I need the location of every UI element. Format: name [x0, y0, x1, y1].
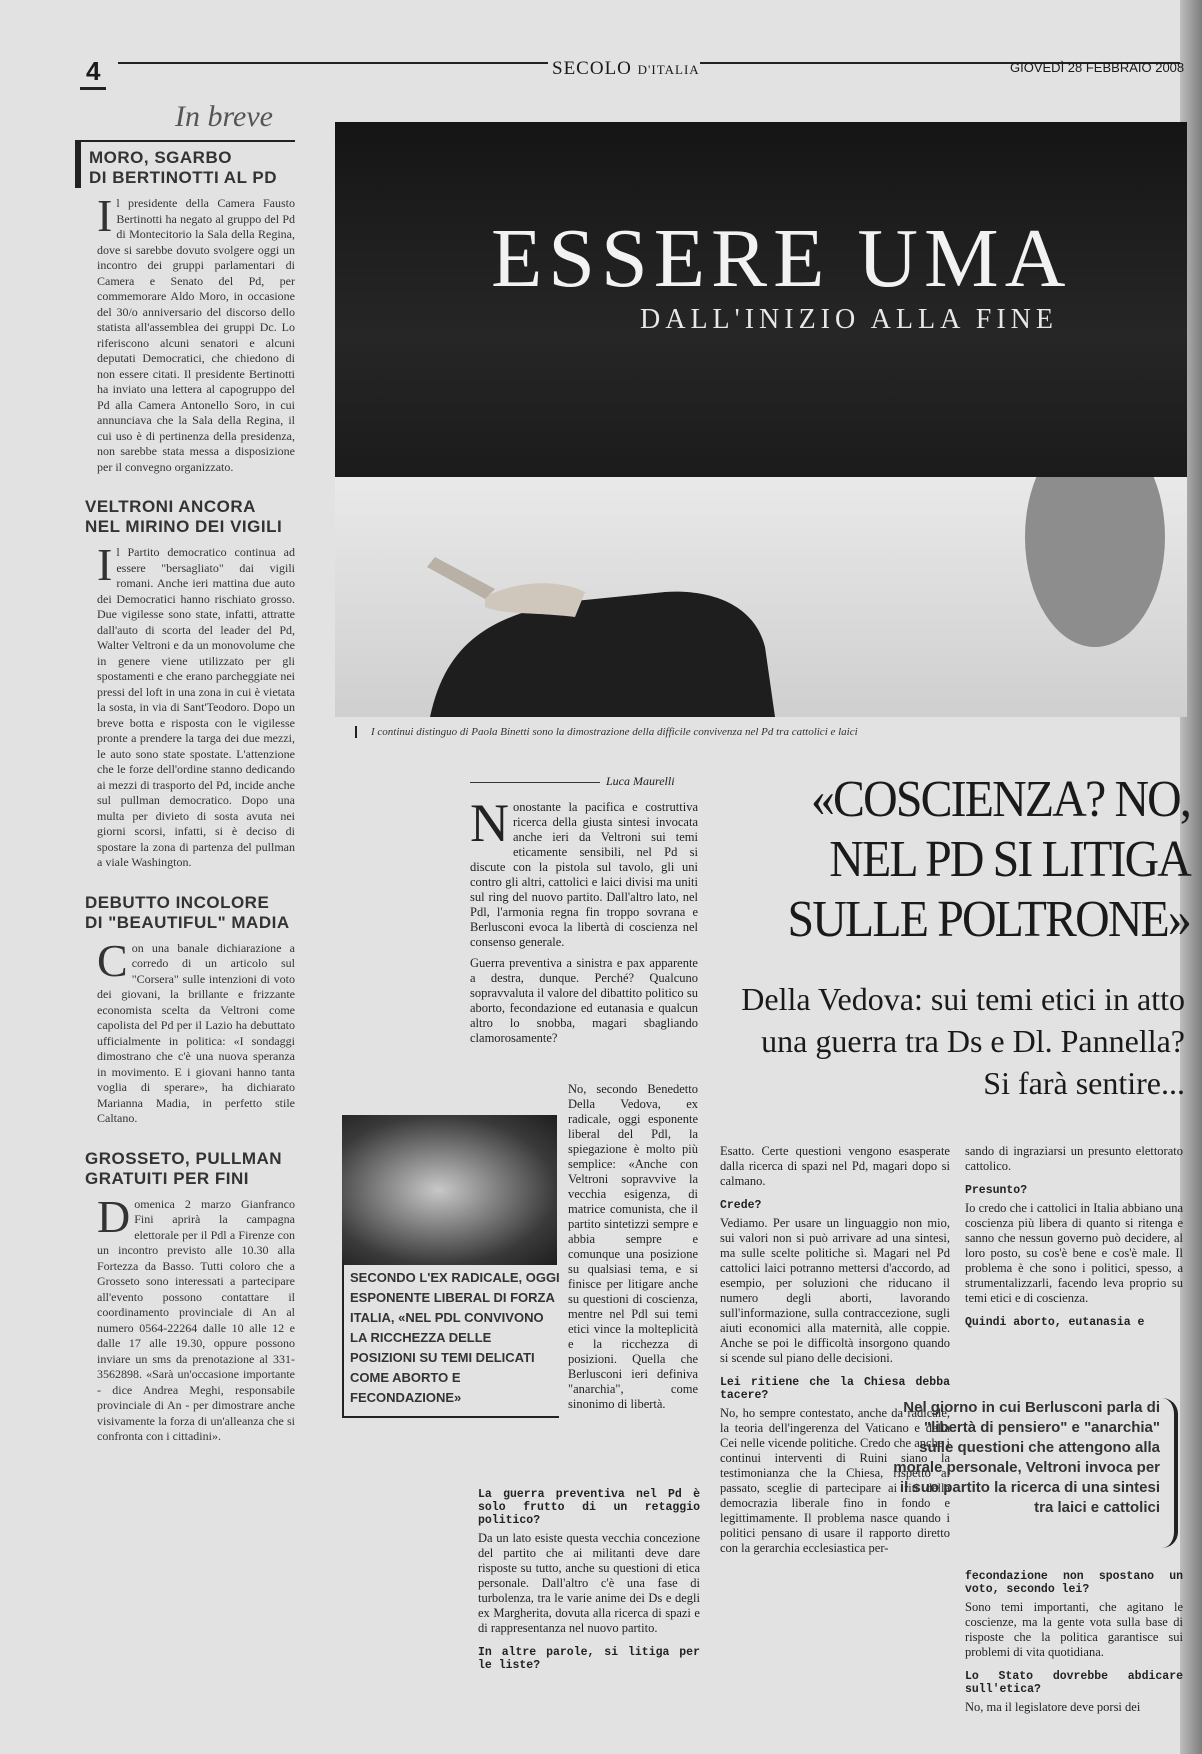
- article-column-1-bottom: [478, 1478, 700, 1676]
- brief-body: Con una banale dichiarazione a corredo di un articolo sul "Corsera" sulle intenzioni di voto dei giovani, la brillante e frizzante economista scelta da Veltroni come capolista del Pd per il Lazio ha debuttato ufficialmente in politica: «I sondaggi dimostrano che c'è una nuova speranza in movimento. E i giovani hanno tanta voglia di sperare», ha dichiarato Marianna Madia, in perfetto stile Caltano.: [97, 934, 295, 1125]
- interview-answer: sando di ingraziarsi un presunto elettorato cattolico.: [965, 1144, 1183, 1173]
- article-paragraph: Guerra preventiva a sinistra e pax apparente a destra, dunque. Perché? Qualcuno sopravvaluta il valore del dibattito politico su aborto, fecondazione ed eutanasia e qualcun altro lo snobba, magari sbagliando clamorosamente?: [470, 956, 698, 1045]
- headline: «COSCIENZA? NO, NEL PD SI LITIGA SULLE POLTRONE»: [787, 771, 1190, 948]
- brief-body: Il presidente della Camera Fausto Bertinotti ha negato al gruppo del Pd di Montecitorio la Sala della Regina, dove si sarebbe dovuto svolgere oggi un incontro dei gruppi parlamentari di Camera e Senato del Pd, per commemorare Aldo Moro, in occasione del 30/o anniversario del discorso dello statista all'assemblea dei gruppi Dc. Lo riferiscono alcuni senatori e alcuni deputati Democratici, che chiedono di non essere citati. Il presidente Bertinotti ha inviato una lettera al capogruppo del Pd alla Camera Antonello Soro, in cui annunciava che la Sala della Regina, il cui uso è di pertinenza della presidenza, non sarebbe stata messa a disposizione per il convegno organizzato.: [97, 190, 295, 474]
- paper-name-suffix: D'ITALIA: [637, 62, 700, 77]
- brief-title: VELTRONI ANCORA NEL MIRINO DEI VIGILI: [85, 497, 283, 536]
- interview-answer: No, ma il legislatore deve porsi dei: [965, 1700, 1141, 1714]
- article-column-1: [470, 793, 698, 1052]
- photo-banner-line-1: ESSERE UMA: [491, 212, 1072, 305]
- brief-item: [75, 140, 295, 475]
- interview-answer: Da un lato esiste questa vecchia concezione del partito che ai militanti deve dare risposte su tutto, anche su questioni di etica personale. Dall'altro c'è una fase di turbolenza, tra le varie anime dei Ds e degli ex Margherita, dovuta alla ricerca di spazi e di rappresentanza nel nuovo partito.: [478, 1531, 700, 1635]
- paper-name: SECOLO: [552, 58, 632, 79]
- byline: Luca Maurelli: [470, 774, 675, 789]
- brief-item: [75, 1149, 295, 1445]
- main-photo: [335, 122, 1187, 717]
- article-column-3: [965, 1144, 1183, 1333]
- pull-quote: Nel giorno in cui Berlusconi parla di "libertà di pensiero" e "anarchia" sulle questioni che attengono alla morale personale, Veltroni invoca per il suo partito la ricerca di una sintesi tra laici e cattolici: [890, 1398, 1178, 1518]
- brief-title: MORO, SGARBO DI BERTINOTTI AL PD: [75, 140, 295, 188]
- interview-question: Crede?: [720, 1199, 762, 1212]
- interview-answer: Vediamo. Per usare un linguaggio non mio, sui valori non si può arrivare ad una sintesi, ma sulle scelte politiche sì. Magari nel Pd cattolici laici potranno mettersi d'accordo, ad esempio, per soluzioni che riducano il numero degli aborti, lavorando sull'informazione, sulla contraccezione, sugli aiuti economici alla maternità, alle coppie. Anche se poi le difficoltà insorgono quando si scende sul piano delle decisioni.: [720, 1216, 950, 1365]
- masthead-rule-left: [118, 62, 548, 64]
- article-column-3-bottom: [965, 1560, 1183, 1721]
- subhead: Della Vedova: sui temi etici in atto una guerra tra Ds e Dl. Pannella? Si farà sentire...: [741, 981, 1185, 1101]
- inset-portrait-photo: [342, 1115, 557, 1265]
- photo-lower-area: [335, 477, 1187, 717]
- briefs-section-label: In breve: [175, 100, 273, 133]
- interview-question: fecondazione non spostano un voto, secondo lei?: [965, 1570, 1183, 1596]
- page-number: 4: [80, 56, 106, 90]
- brief-title: GROSSETO, PULLMAN GRATUITI PER FINI: [85, 1148, 283, 1188]
- masthead-title: [552, 58, 700, 80]
- interview-answer: Io credo che i cattolici in Italia abbiano una coscienza più libera di quanto si ritenga e sanno che nessun governo può decidere, al loro posto, su cos'è bene e cos'è male. Il problema è che sono i politici, spesso, a strumentalizzarli, facendo leva proprio su temi etici e di coscienza.: [965, 1201, 1183, 1305]
- interview-question: Quindi aborto, eutanasia e: [965, 1316, 1145, 1329]
- brief-item: [75, 497, 295, 871]
- photo-banner-line-2: DALL'INIZIO ALLA FINE: [640, 304, 1058, 335]
- brief-item: [75, 893, 295, 1127]
- article-lead: Nonostante la pacifica e costruttiva ricerca della giusta sintesi invocata anche ieri da Veltroni sui temi eticamente sensibili, nel Pd si discute con la pistola sul tavolo, gli uni contro gli altri, cattolici e laici divisi ma uniti sul ring del nuovo partito. Dall'altro lato, nel Pdl, l'armonia regna fin troppo sovrana e Berlusconi evoca la libertà di coscienza nel consenso generale.: [470, 793, 698, 949]
- interview-question: In altre parole, si litiga per le liste?: [478, 1646, 700, 1672]
- brief-body: Domenica 2 marzo Gianfranco Fini aprirà la campagna elettorale per il Pdl a Firenze con un incontro previsto alle 10.30 alla Fortezza da Basso. Tutti coloro che a Grosseto sono interessati a partecipare all'evento possono contattare il coordinamento provinciale di An al numero 0564-22264 dalle 10 alle 12 e dalle 17 alle 19.30, oppure possono inviare un sms da prenotazione al 331-3562898. «Sarà un'occasione importante - dice Andrea Meghi, responsabile provinciale di An - per dimostrare anche visivamente la forza di un'alleanza che si confronta con i cittadini».: [97, 1190, 295, 1443]
- article-paragraph: No, secondo Benedetto Della Vedova, ex radicale, oggi esponente liberal del Pdl, la spiegazione è molto più semplice: «Anche con Veltroni sopravvive la vecchia esigenza, di matrice comunista, che il partito sintetizzi sempre e abbia sempre e comunque una posizione su qualsiasi tema, e si finisce per litigare anche su questioni di coscienza, mentre nel Pdl sui temi etici vince la molteplicità e la ricchezza di posizioni. Quella che Berlusconi ieri definiva "anarchia", come sinonimo di libertà.: [568, 1082, 698, 1411]
- interview-answer: Esatto. Certe questioni vengono esasperate dalla ricerca di spazi nel Pd, magari dopo si calmano.: [720, 1144, 950, 1188]
- lead-drop-cap: N: [470, 793, 509, 853]
- masthead-date: GIOVEDÌ 28 FEBBRAIO 2008: [1010, 60, 1185, 75]
- interview-answer: No, ho sempre contestato, anche da radicale, la teoria dell'ingerenza del Vaticano e della Cei nelle vicende politiche. Credo che anche i continui interventi di Ruini siano la testimonianza che la Chiesa, rispetto al passato, sceglie di partecipare ai riti della democrazia liberale fino in fondo e legittimamente. Il problema nasce quando i politici pensano di usare il rapporto diretto con la gerarchia ecclesiastica per-: [720, 1406, 950, 1555]
- interview-answer: Sono temi importanti, che agitano le coscienze, ma la gente vota sulla base di risposte che la politica garantisce sui problemi di vita quotidiana.: [965, 1600, 1183, 1659]
- interview-question: La guerra preventiva nel Pd è solo frutto di un retaggio politico?: [478, 1488, 700, 1527]
- inset-caption: SECONDO L'EX RADICALE, OGGI ESPONENTE LIBERAL DI FORZA ITALIA, «NEL PDL CONVIVONO LA RICCHEZZA DELLE POSIZIONI SU TEMI DELICATI COME ABORTO E FECONDAZIONE»: [350, 1268, 560, 1408]
- brief-body: Il Partito democratico continua ad essere "bersagliato" dai vigili romani. Anche ieri mattina due auto dei Democratici hanno rischiato grosso. Due vigilesse sono state, infatti, attratte dall'auto di scorta del leader del Pd, Walter Veltroni e da un monovolume che in genere viene utilizzato per gli spostamenti e che erano parcheggiate nei pressi del loft in una zona in cui è vietata la sosta, in via di Sant'Teodoro. Dopo un breve botta e risposta con le vigilesse pronte a prendere la targa dei due mezzi, le auto sono state spostate. L'attenzione che le forze dell'ordine stanno dedicando ai mezzi di trasporto del Pd, incide anche sul pullman democratico. Dopo una multa per divieto di sosta avuta nei giorni scorsi, infatti, si è deciso di spostare la zona di partenza del pullman a viale Washington.: [97, 539, 295, 869]
- briefs-column: [75, 100, 295, 1467]
- interview-question: Presunto?: [965, 1184, 1028, 1197]
- interview-question: Lo Stato dovrebbe abdicare sull'etica?: [965, 1670, 1183, 1696]
- pointing-arm-illustration: [335, 477, 1187, 717]
- brief-title: DEBUTTO INCOLORE DI "BEAUTIFUL" MADIA: [85, 892, 290, 932]
- article-column-1-continued: [568, 1082, 698, 1418]
- interview-question: Lei ritiene che la Chiesa debba tacere?: [720, 1376, 950, 1402]
- photo-caption: I continui distinguo di Paola Binetti sono la dimostrazione della difficile convivenza nel Pd tra cattolici e laici: [355, 726, 858, 738]
